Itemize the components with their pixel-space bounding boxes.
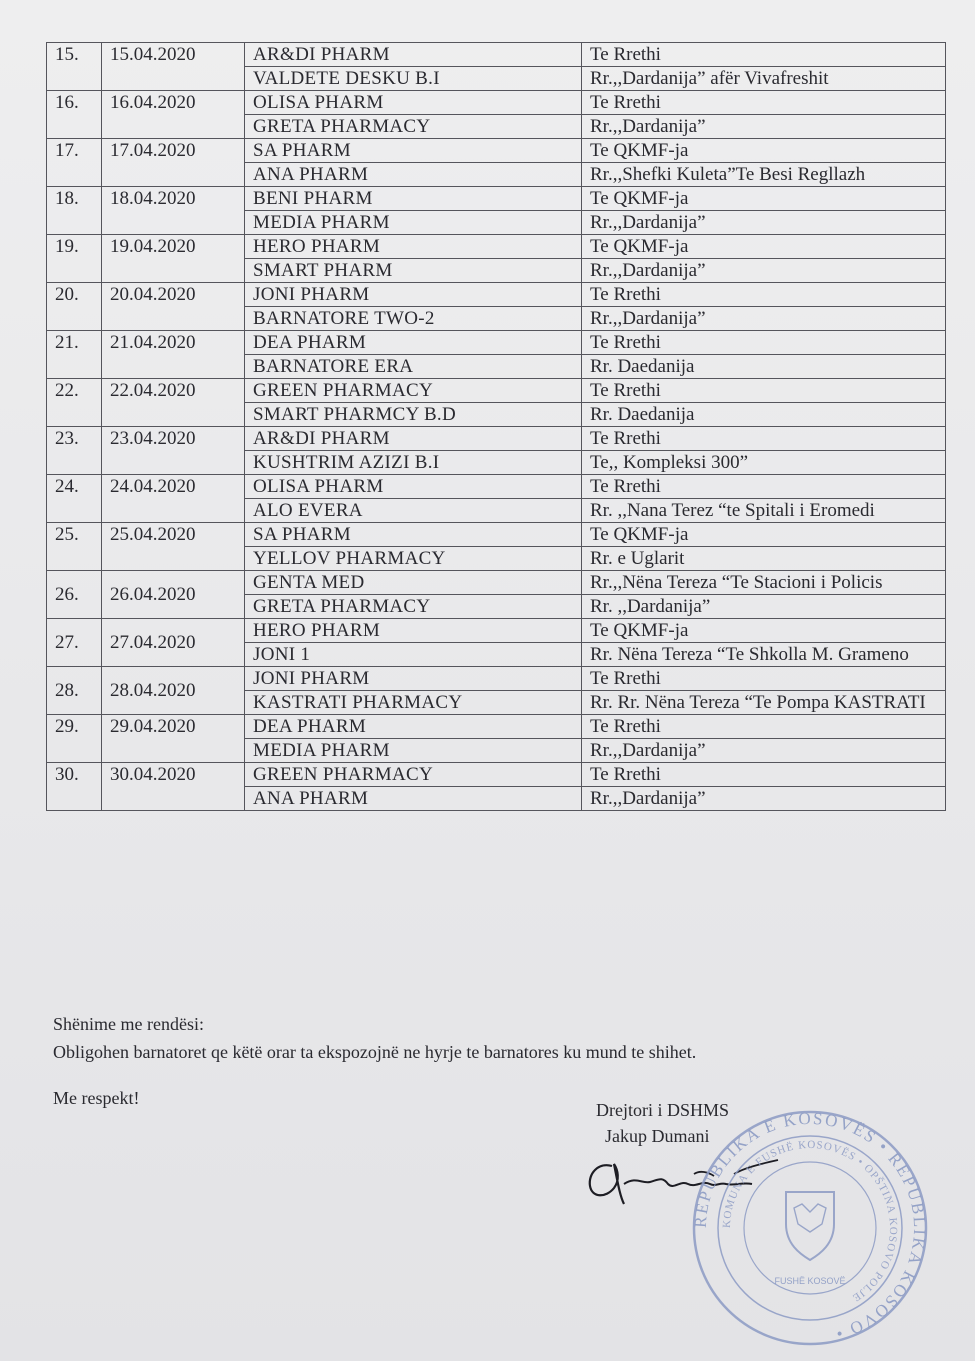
table-row bbox=[47, 571, 946, 595]
date-cell: 21.04.2020 bbox=[102, 331, 245, 379]
pharmacy-location-cell: Rr. ,,Dardanija” bbox=[582, 595, 946, 619]
pharmacy-name-cell: GREEN PHARMACY bbox=[245, 379, 582, 403]
table-row bbox=[47, 427, 946, 451]
pharmacy-name-cell: GRETA PHARMACY bbox=[245, 595, 582, 619]
date-cell: 30.04.2020 bbox=[102, 763, 245, 811]
day-number-cell: 24. bbox=[47, 475, 102, 523]
date-cell: 29.04.2020 bbox=[102, 715, 245, 763]
pharmacy-name-cell: BARNATORE TWO-2 bbox=[245, 307, 582, 331]
pharmacy-name-cell: SA PHARM bbox=[245, 523, 582, 547]
day-number-cell: 19. bbox=[47, 235, 102, 283]
day-number-cell: 21. bbox=[47, 331, 102, 379]
svg-text:KOMUNA E FUSHË KOSOVËS • OPŠTI: KOMUNA E FUSHË KOSOVËS • OPŠTINA KOSOVO POLJE bbox=[720, 1138, 900, 1305]
pharmacy-location-cell: Rr.,,Dardanija” bbox=[582, 211, 946, 235]
pharmacy-location-cell: Rr. Rr. Nëna Tereza “Te Pompa KASTRATI bbox=[582, 691, 946, 715]
date-cell: 28.04.2020 bbox=[102, 667, 245, 715]
pharmacy-location-cell: Rr.,,Nëna Tereza “Te Stacioni i Policis bbox=[582, 571, 946, 595]
notes-heading: Shënime me rendësi: bbox=[53, 1014, 204, 1034]
table-row bbox=[47, 91, 946, 115]
notes-text: Obligohen barnatoret qe këtë orar ta ekspozojnë ne hyrje te barnatores ku mund te shihet. bbox=[53, 1042, 697, 1062]
pharmacy-name-cell: DEA PHARM bbox=[245, 331, 582, 355]
pharmacy-name-cell: OLISA PHARM bbox=[245, 475, 582, 499]
date-cell: 18.04.2020 bbox=[102, 187, 245, 235]
pharmacy-location-cell: Te Rrethi bbox=[582, 91, 946, 115]
pharmacy-name-cell: ANA PHARM bbox=[245, 787, 582, 811]
table-row bbox=[47, 619, 946, 643]
pharmacy-name-cell: BARNATORE ERA bbox=[245, 355, 582, 379]
pharmacy-name-cell: KASTRATI PHARMACY bbox=[245, 691, 582, 715]
day-number-cell: 29. bbox=[47, 715, 102, 763]
pharmacy-location-cell: Rr.,,Dardanija” afër Vivafreshit bbox=[582, 67, 946, 91]
pharmacy-name-cell: HERO PHARM bbox=[245, 619, 582, 643]
pharmacy-name-cell: SMART PHARM bbox=[245, 259, 582, 283]
day-number-cell: 18. bbox=[47, 187, 102, 235]
table-row bbox=[47, 715, 946, 739]
pharmacy-name-cell: KUSHTRIM AZIZI B.I bbox=[245, 451, 582, 475]
day-number-cell: 25. bbox=[47, 523, 102, 571]
pharmacy-location-cell: Te QKMF-ja bbox=[582, 139, 946, 163]
pharmacy-name-cell: HERO PHARM bbox=[245, 235, 582, 259]
svg-text:REPUBLIKA E KOSOVËS • REPUBLIK: REPUBLIKA E KOSOVËS • REPUBLIKA KOSOVO • bbox=[690, 1108, 930, 1344]
pharmacy-name-cell: MEDIA PHARM bbox=[245, 739, 582, 763]
table-row bbox=[47, 187, 946, 211]
pharmacy-name-cell: MEDIA PHARM bbox=[245, 211, 582, 235]
day-number-cell: 28. bbox=[47, 667, 102, 715]
pharmacy-location-cell: Te,, Kompleksi 300” bbox=[582, 451, 946, 475]
table-row bbox=[47, 331, 946, 355]
pharmacy-name-cell: ANA PHARM bbox=[245, 163, 582, 187]
pharmacy-location-cell: Te Rrethi bbox=[582, 475, 946, 499]
pharmacy-name-cell: GRETA PHARMACY bbox=[245, 115, 582, 139]
pharmacy-name-cell: JONI PHARM bbox=[245, 667, 582, 691]
signatory-title: Drejtori i DSHMS bbox=[596, 1100, 730, 1120]
pharmacy-location-cell: Te QKMF-ja bbox=[582, 187, 946, 211]
pharmacy-name-cell: GREEN PHARMACY bbox=[245, 763, 582, 787]
day-number-cell: 22. bbox=[47, 379, 102, 427]
pharmacy-location-cell: Rr.,,Dardanija” bbox=[582, 787, 946, 811]
pharmacy-name-cell: JONI 1 bbox=[245, 643, 582, 667]
pharmacy-name-cell: OLISA PHARM bbox=[245, 91, 582, 115]
pharmacy-name-cell: SA PHARM bbox=[245, 139, 582, 163]
pharmacy-location-cell: Rr. e Uglarit bbox=[582, 547, 946, 571]
pharmacy-location-cell: Rr. Daedanija bbox=[582, 403, 946, 427]
signatory-name: Jakup Dumani bbox=[605, 1126, 710, 1146]
table-row bbox=[47, 475, 946, 499]
table-row bbox=[47, 283, 946, 307]
date-cell: 19.04.2020 bbox=[102, 235, 245, 283]
pharmacy-location-cell: Te Rrethi bbox=[582, 43, 946, 67]
official-stamp bbox=[690, 1108, 930, 1348]
date-cell: 26.04.2020 bbox=[102, 571, 245, 619]
pharmacy-name-cell: YELLOV PHARMACY bbox=[245, 547, 582, 571]
svg-text:FUSHË KOSOVË: FUSHË KOSOVË bbox=[774, 1276, 846, 1286]
day-number-cell: 30. bbox=[47, 763, 102, 811]
pharmacy-location-cell: Rr. Daedanija bbox=[582, 355, 946, 379]
pharmacy-location-cell: Te Rrethi bbox=[582, 715, 946, 739]
pharmacy-location-cell: Te Rrethi bbox=[582, 331, 946, 355]
pharmacy-location-cell: Te Rrethi bbox=[582, 283, 946, 307]
pharmacy-location-cell: Rr. ,,Nana Terez “te Spitali i Eromedi bbox=[582, 499, 946, 523]
pharmacy-location-cell: Rr. Nëna Tereza “Te Shkolla M. Grameno bbox=[582, 643, 946, 667]
day-number-cell: 15. bbox=[47, 43, 102, 91]
pharmacy-location-cell: Te Rrethi bbox=[582, 667, 946, 691]
date-cell: 27.04.2020 bbox=[102, 619, 245, 667]
date-cell: 15.04.2020 bbox=[102, 43, 245, 91]
pharmacy-location-cell: Te QKMF-ja bbox=[582, 619, 946, 643]
table-row bbox=[47, 235, 946, 259]
day-number-cell: 16. bbox=[47, 91, 102, 139]
table-row bbox=[47, 139, 946, 163]
date-cell: 23.04.2020 bbox=[102, 427, 245, 475]
date-cell: 17.04.2020 bbox=[102, 139, 245, 187]
closing-text: Me respekt! bbox=[53, 1088, 140, 1108]
day-number-cell: 26. bbox=[47, 571, 102, 619]
pharmacy-name-cell: SMART PHARMCY B.D bbox=[245, 403, 582, 427]
day-number-cell: 27. bbox=[47, 619, 102, 667]
pharmacy-location-cell: Rr.,,Dardanija” bbox=[582, 115, 946, 139]
date-cell: 16.04.2020 bbox=[102, 91, 245, 139]
date-cell: 22.04.2020 bbox=[102, 379, 245, 427]
pharmacy-location-cell: Rr.,,Dardanija” bbox=[582, 307, 946, 331]
pharmacy-duty-schedule-table bbox=[46, 42, 946, 811]
pharmacy-name-cell: ALO EVERA bbox=[245, 499, 582, 523]
table-row bbox=[47, 667, 946, 691]
table-row bbox=[47, 523, 946, 547]
day-number-cell: 20. bbox=[47, 283, 102, 331]
table-row bbox=[47, 763, 946, 787]
pharmacy-name-cell: VALDETE DESKU B.I bbox=[245, 67, 582, 91]
pharmacy-location-cell: Te QKMF-ja bbox=[582, 235, 946, 259]
pharmacy-location-cell: Rr.,,Dardanija” bbox=[582, 739, 946, 763]
pharmacy-location-cell: Te QKMF-ja bbox=[582, 523, 946, 547]
pharmacy-name-cell: JONI PHARM bbox=[245, 283, 582, 307]
date-cell: 20.04.2020 bbox=[102, 283, 245, 331]
pharmacy-location-cell: Rr.,,Shefki Kuleta”Te Besi Regllazh bbox=[582, 163, 946, 187]
pharmacy-name-cell: GENTA MED bbox=[245, 571, 582, 595]
pharmacy-location-cell: Te Rrethi bbox=[582, 427, 946, 451]
date-cell: 25.04.2020 bbox=[102, 523, 245, 571]
pharmacy-name-cell: AR&DI PHARM bbox=[245, 427, 582, 451]
pharmacy-name-cell: BENI PHARM bbox=[245, 187, 582, 211]
pharmacy-location-cell: Te Rrethi bbox=[582, 763, 946, 787]
table-row bbox=[47, 379, 946, 403]
pharmacy-location-cell: Te Rrethi bbox=[582, 379, 946, 403]
date-cell: 24.04.2020 bbox=[102, 475, 245, 523]
day-number-cell: 23. bbox=[47, 427, 102, 475]
pharmacy-location-cell: Rr.,,Dardanija” bbox=[582, 259, 946, 283]
pharmacy-name-cell: AR&DI PHARM bbox=[245, 43, 582, 67]
day-number-cell: 17. bbox=[47, 139, 102, 187]
table-row bbox=[47, 43, 946, 67]
pharmacy-name-cell: DEA PHARM bbox=[245, 715, 582, 739]
